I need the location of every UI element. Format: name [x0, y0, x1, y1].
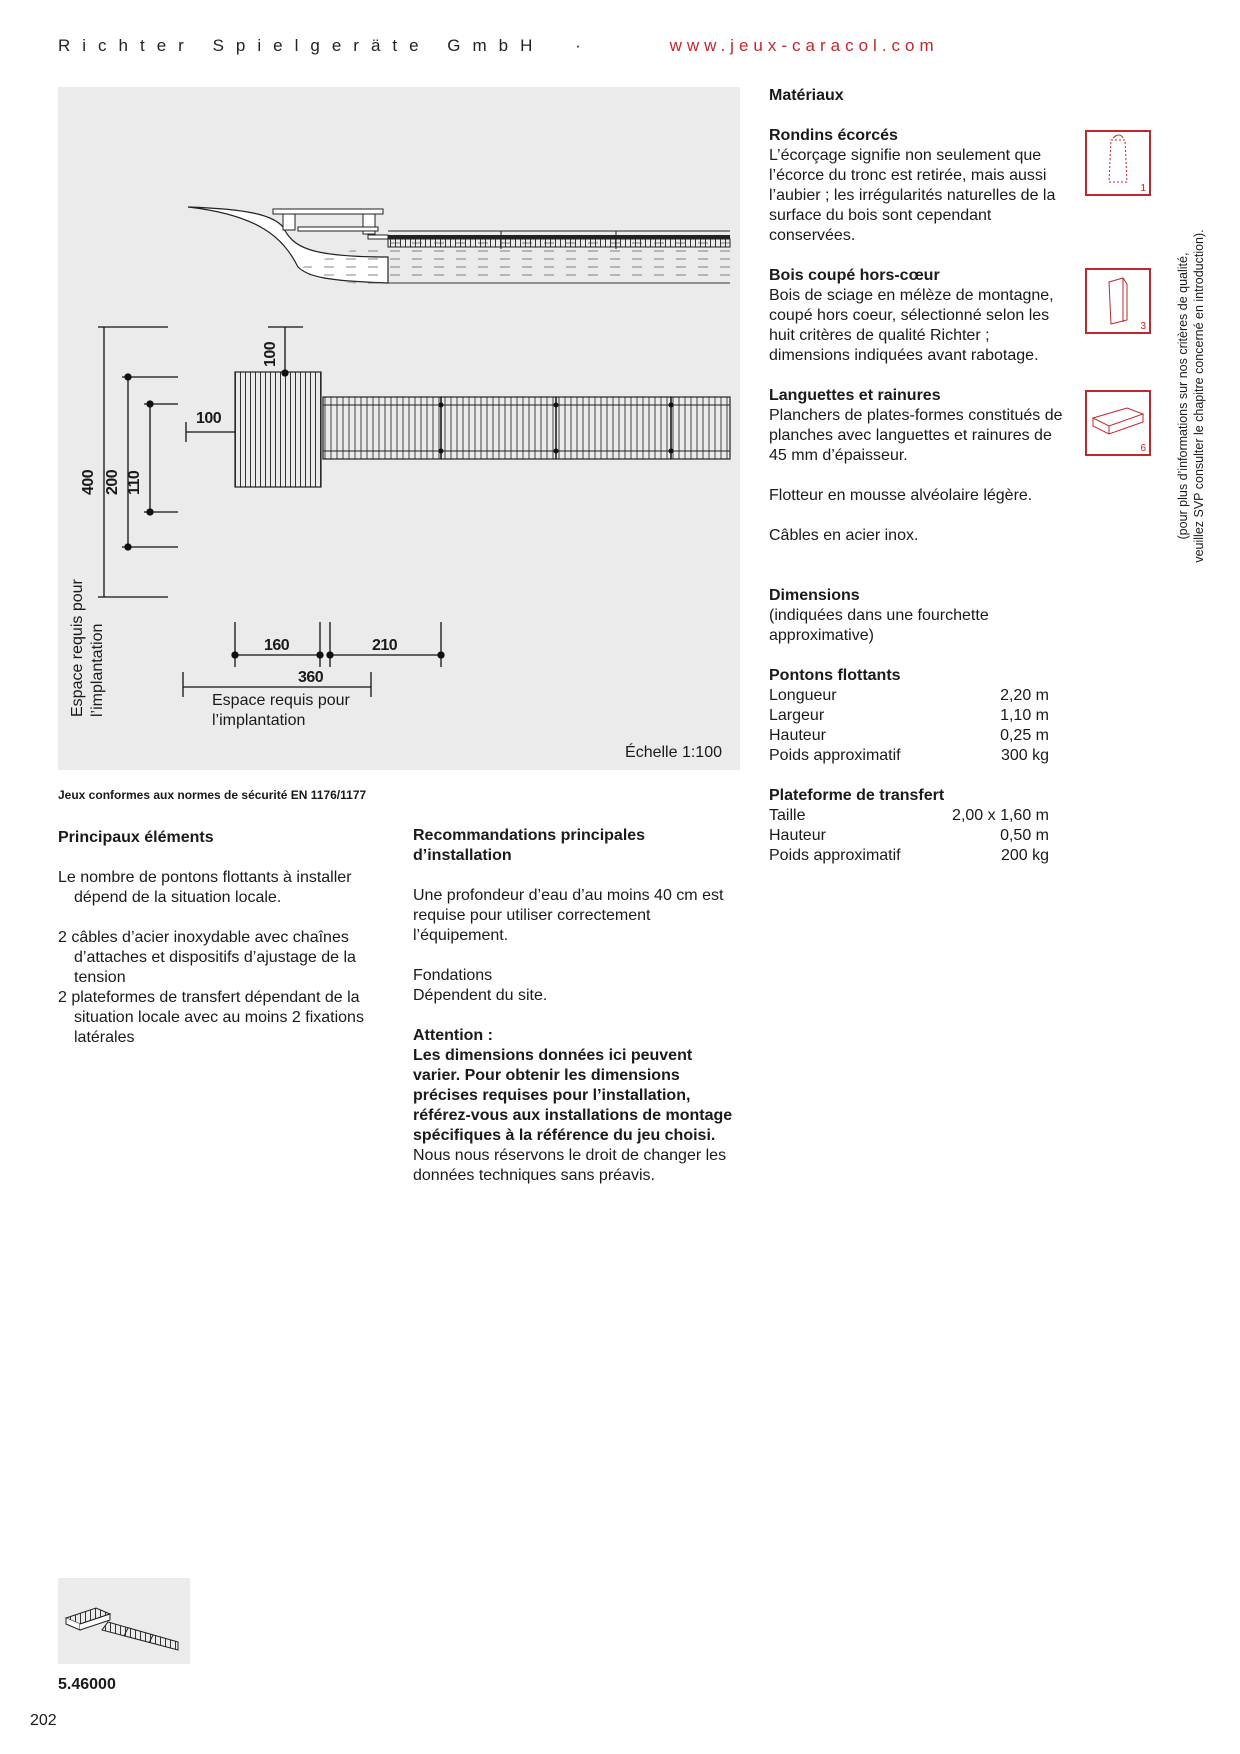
bois-title: Bois coupé hors-cœur — [769, 267, 940, 284]
plateforme-title: Plateforme de transfert — [769, 787, 945, 804]
pontons-value: 0,25 m — [1000, 727, 1049, 744]
attention-title: Attention : — [413, 1027, 493, 1044]
pontons-row — [769, 686, 1049, 706]
side-elevation — [188, 207, 730, 284]
dim-100-left: 100 — [196, 410, 222, 427]
plateforme-row — [769, 826, 1049, 846]
pontons-row — [769, 726, 1049, 746]
pontons-key: Poids approximatif — [769, 747, 901, 764]
languettes-title: Languettes et rainures — [769, 387, 941, 404]
flotteur-text: Flotteur en mousse alvéolaire légère. — [769, 487, 1033, 504]
rondins-text: L’écorçage signifie non seulement que l’écorce du tronc est retirée, mais aussi l’aubier ; les irrégularités naturelles de la surface du bois sont cependant conservées. — [769, 147, 1056, 244]
product-thumbnail — [58, 1578, 190, 1664]
plateforme-row — [769, 846, 1049, 866]
plan-view — [235, 372, 730, 487]
pontons-table — [769, 686, 1049, 766]
pontons-value: 1,10 m — [1000, 707, 1049, 724]
principaux-section — [58, 828, 378, 1048]
tongue-groove-icon-number: 6 — [1140, 443, 1146, 454]
dim-210: 210 — [372, 637, 398, 654]
heartwood-free-icon — [1085, 268, 1151, 334]
pontons-key: Longueur — [769, 687, 837, 704]
recommandations-section — [413, 826, 738, 1186]
principaux-item-2: 2 câbles d’acier inoxydable avec chaînes d’attaches et dispositifs d’ajustage de la tension — [58, 929, 356, 986]
bois-text: Bois de sciage en mélèze de montagne, coupé hors coeur, sélectionné selon les huit critères de qualité Richter ; dimensions indiquées avant rabotage. — [769, 287, 1054, 364]
space-label-horizontal — [212, 691, 412, 731]
dim-200: 200 — [104, 469, 121, 495]
recommandations-title: Recommandations principales d’installation — [413, 827, 646, 864]
plateforme-key: Taille — [769, 807, 806, 824]
attention-text: Nous nous réservons le droit de changer les données techniques sans préavis. — [413, 1147, 727, 1184]
plateforme-value: 0,50 m — [1000, 827, 1049, 844]
space-label-horizontal-line1: Espace requis pour — [212, 692, 350, 709]
principaux-title: Principaux éléments — [58, 829, 214, 846]
header-separator: · — [575, 36, 593, 55]
water-depth-text: Une profondeur d’eau d’au moins 40 cm est requise pour utiliser correctement l’équipement. — [413, 887, 724, 944]
languettes-text: Planchers de plates-formes constitués de planches avec languettes et rainures de 45 mm d’épaisseur. — [769, 407, 1063, 464]
side-note — [1175, 226, 1207, 566]
materiaux-title: Matériaux — [769, 87, 844, 104]
space-label-vertical-line1: Espace requis pour — [69, 579, 86, 717]
product-thumbnail-drawing — [58, 1578, 190, 1664]
product-code: 5.46000 — [58, 1676, 116, 1693]
plateforme-value: 2,00 x 1,60 m — [952, 807, 1049, 824]
rondins-title: Rondins écorcés — [769, 127, 898, 144]
dim-110: 110 — [126, 470, 143, 495]
fondations-text: Dépendent du site. — [413, 987, 548, 1004]
dim-360: 360 — [298, 669, 324, 686]
pontons-value: 2,20 m — [1000, 687, 1049, 704]
side-note-line1: (pour plus d’informations sur nos critères de qualité, — [1176, 252, 1190, 540]
space-label-horizontal-line2: l’implantation — [212, 712, 306, 729]
attention-bold-text: Les dimensions données ici peuvent varier. Pour obtenir les dimensions précises requises pour l’installation, référez-vous aux installations de montage spécifiques à la référence du jeu choisi. — [413, 1047, 733, 1144]
drawing-svg — [58, 87, 740, 770]
cables-text: Câbles en acier inox. — [769, 527, 919, 544]
pontons-title: Pontons flottants — [769, 667, 901, 684]
plateforme-table — [769, 806, 1049, 866]
space-label-vertical — [68, 517, 108, 717]
technical-drawing — [58, 87, 740, 770]
heartwood-free-icon-number: 3 — [1140, 321, 1146, 332]
scale-label: Échelle 1:100 — [625, 744, 722, 761]
dim-160: 160 — [264, 637, 290, 654]
side-note-line2: veuillez SVP consulter le chapitre concerné en introduction). — [1192, 229, 1206, 563]
page-number: 202 — [30, 1712, 57, 1729]
pontons-value: 300 kg — [1000, 747, 1049, 764]
norm-note: Jeux conformes aux normes de sécurité EN 1176/1177 — [58, 788, 367, 802]
plateforme-key: Hauteur — [769, 827, 826, 844]
page-header — [58, 36, 1118, 56]
bark-log-icon-number: 1 — [1140, 183, 1146, 194]
dim-100-top: 100 — [262, 341, 279, 367]
pontons-row — [769, 746, 1049, 766]
bark-log-icon — [1085, 130, 1151, 196]
fondations-title: Fondations — [413, 967, 493, 984]
principaux-item-1: Le nombre de pontons flottants à installer dépend de la situation locale. — [58, 869, 352, 906]
dimensions-subtitle: (indiquées dans une fourchette approximative) — [769, 607, 989, 644]
pontons-key: Largeur — [769, 707, 825, 724]
company-name: Richter Spielgeräte GmbH — [58, 36, 545, 55]
dimensions-title: Dimensions — [769, 587, 860, 604]
dim-400: 400 — [80, 469, 97, 495]
materiaux-section — [769, 86, 1079, 866]
tongue-groove-icon — [1085, 390, 1151, 456]
pontons-row — [769, 706, 1049, 726]
plateforme-row — [769, 806, 1049, 826]
pontons-key: Hauteur — [769, 727, 826, 744]
space-label-vertical-line2: l’implantation — [89, 623, 106, 717]
website-link[interactable]: www.jeux-caracol.com — [669, 36, 939, 55]
plateforme-value: 200 kg — [1000, 847, 1049, 864]
principaux-item-3: 2 plateformes de transfert dépendant de la situation locale avec au moins 2 fixations latérales — [58, 989, 364, 1046]
plateforme-key: Poids approximatif — [769, 847, 901, 864]
